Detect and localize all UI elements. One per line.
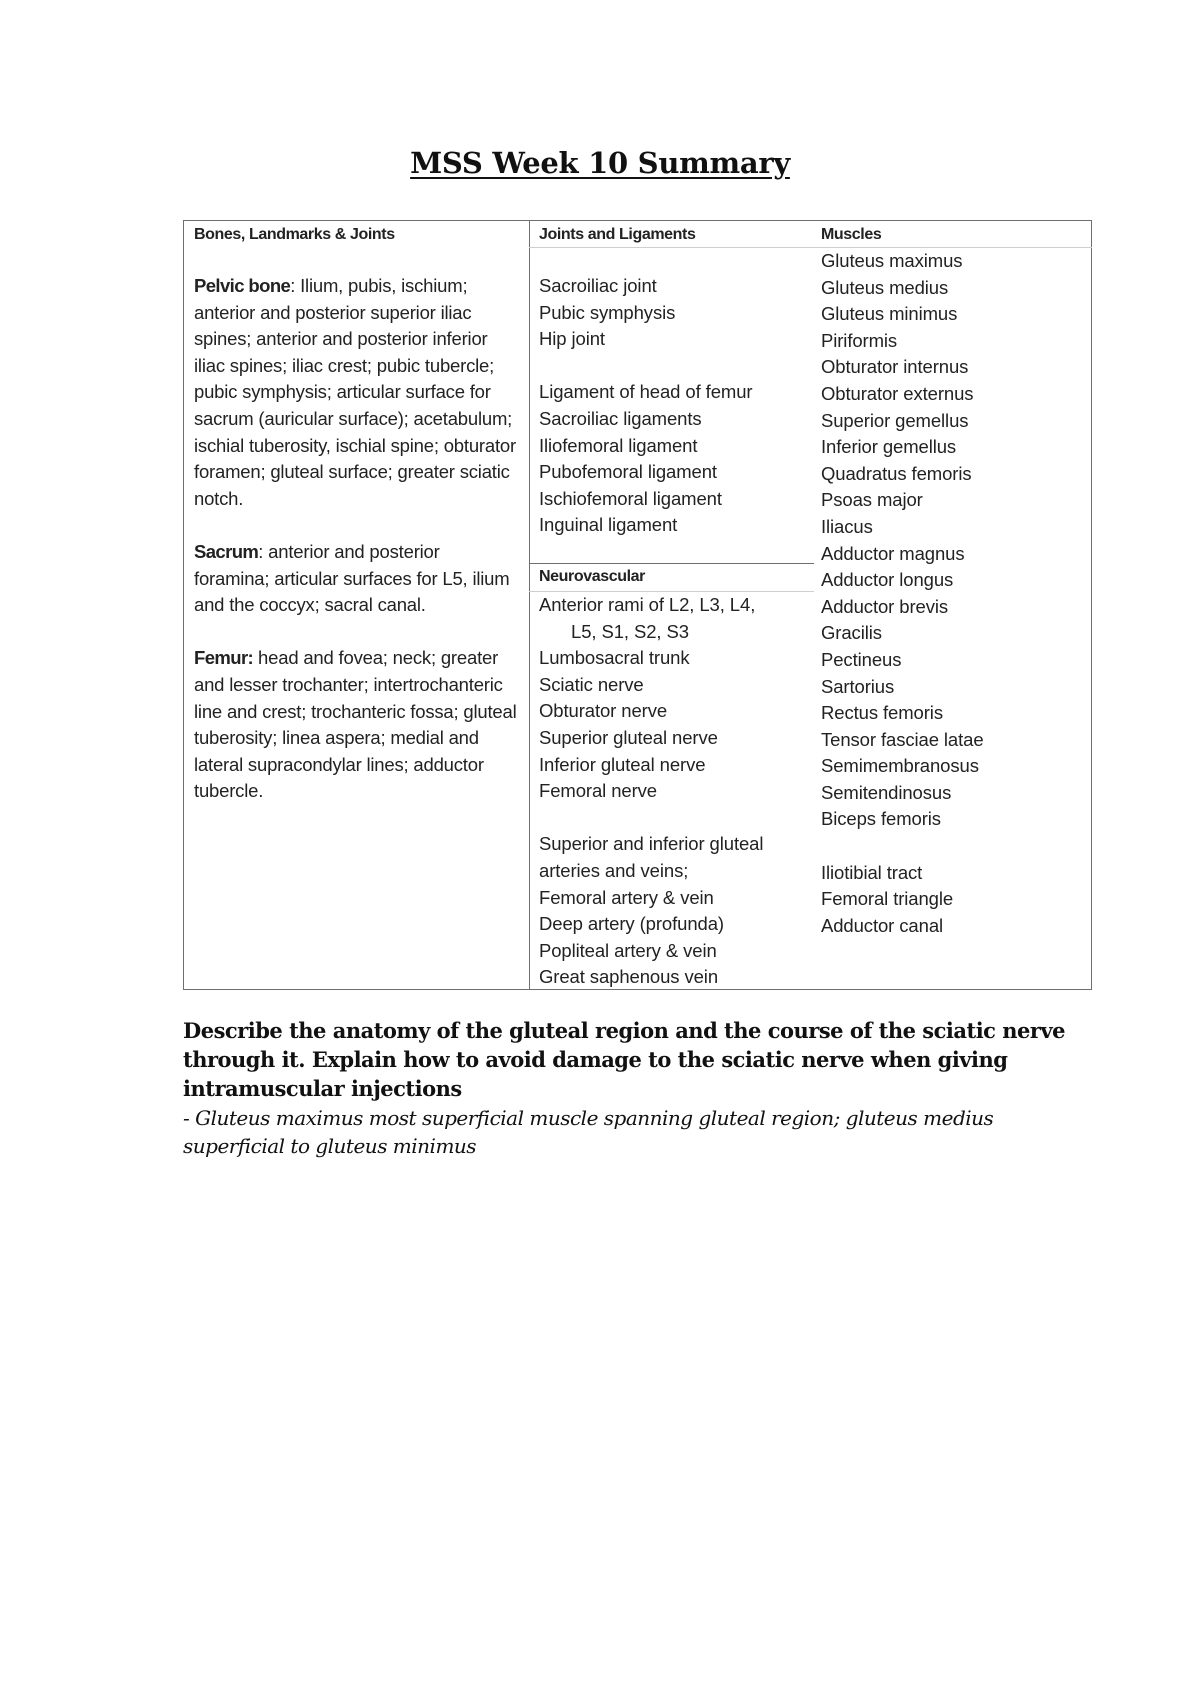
list-item: Great saphenous vein — [539, 966, 719, 988]
list-item: Inferior gemellus — [821, 436, 957, 458]
joints-ligaments-column — [539, 273, 809, 539]
pelvic-bone-paragraph — [194, 273, 519, 512]
list-item: Semimembranosus — [821, 755, 979, 777]
muscles-list — [821, 248, 1091, 833]
vessels-list — [539, 831, 809, 991]
list-item: Tensor fasciae latae — [821, 728, 984, 750]
list-item: Superior gemellus — [821, 409, 969, 431]
nerves-list — [539, 592, 809, 805]
list-item: Gluteus medius — [821, 276, 949, 298]
answer-text: - Gluteus maximus most superficial muscle spanning gluteal region; gluteus medius superficial to gluteus minimus — [183, 1106, 994, 1158]
page-title: MSS Week 10 Summary — [410, 146, 790, 180]
list-item: Pubic symphysis — [539, 301, 676, 323]
summary-table — [183, 220, 1092, 990]
list-item: Adductor magnus — [821, 542, 965, 564]
neurovascular-column — [539, 592, 809, 991]
list-item: Rectus femoris — [821, 702, 943, 724]
bones-column — [194, 273, 519, 831]
list-item: Obturator externus — [821, 382, 974, 404]
list-item: Sacroiliac ligaments — [539, 407, 702, 429]
list-item: Superior and inferior gluteal — [539, 833, 764, 855]
ligaments-list — [539, 379, 809, 539]
femur-paragraph — [194, 645, 519, 805]
list-item: Semitendinosus — [821, 781, 952, 803]
list-item: Ligament of head of femur — [539, 381, 753, 403]
header-joints-ligaments: Joints and Ligaments — [539, 226, 696, 243]
list-item: Psoas major — [821, 489, 923, 511]
femur-label: Femur: — [194, 647, 254, 669]
header-neurovascular: Neurovascular — [539, 568, 645, 585]
list-item: Superior gluteal nerve — [539, 726, 718, 748]
list-item: Popliteal artery & vein — [539, 939, 717, 961]
list-item: Iliofemoral ligament — [539, 434, 698, 456]
list-item: Adductor canal — [821, 914, 944, 936]
list-item: Femoral triangle — [821, 888, 954, 910]
list-item: Ischiofemoral ligament — [539, 487, 722, 509]
regions-list — [821, 860, 1091, 940]
femur-text: head and fovea; neck; greater and lesser trochanter; intertrochanteric line and crest; trochanteric fossa; gluteal tuberosity; linea aspera; medial and lateral supracondylar lines; adductor tubercle. — [194, 647, 517, 802]
list-item: Iliacus — [821, 515, 873, 537]
list-item: arteries and veins; — [539, 859, 689, 881]
list-item: Pectineus — [821, 648, 902, 670]
list-item: Hip joint — [539, 328, 605, 350]
joints-list — [539, 273, 809, 353]
list-item: Sartorius — [821, 675, 895, 697]
question-heading: Describe the anatomy of the gluteal region and the course of the sciatic nerve through it. Explain how to avoid damage to the sciatic nerve when giving intramuscular injections — [183, 1018, 1066, 1101]
list-item: Gluteus minimus — [821, 303, 958, 325]
muscles-column — [821, 248, 1091, 939]
list-item: Inferior gluteal nerve — [539, 753, 706, 775]
column-divider-1 — [529, 221, 530, 989]
list-item: Adductor longus — [821, 569, 954, 591]
list-item: Obturator nerve — [539, 700, 668, 722]
list-item: Iliotibial tract — [821, 861, 923, 883]
list-item: Lumbosacral trunk — [539, 647, 690, 669]
sacrum-label: Sacrum — [194, 540, 259, 562]
list-item: Anterior rami of L2, L3, L4, — [539, 594, 756, 615]
list-item: Femoral nerve — [539, 780, 657, 802]
list-item: Deep artery (profunda) — [539, 913, 724, 935]
list-item: Adductor brevis — [821, 595, 949, 617]
list-item: Gracilis — [821, 622, 882, 644]
list-item: Sacroiliac joint — [539, 275, 657, 296]
list-item: Femoral artery & vein — [539, 886, 714, 908]
list-item: Gluteus maximus — [821, 250, 963, 271]
header-bones-landmarks-joints: Bones, Landmarks & Joints — [194, 226, 395, 243]
list-item: Piriformis — [821, 329, 898, 351]
list-item: Quadratus femoris — [821, 462, 972, 484]
list-item: Pubofemoral ligament — [539, 461, 717, 483]
list-item: Inguinal ligament — [539, 514, 678, 536]
list-item: Obturator internus — [821, 356, 969, 378]
pelvic-bone-label: Pelvic bone — [194, 275, 291, 296]
list-item: Biceps femoris — [821, 808, 941, 830]
sacrum-paragraph — [194, 539, 519, 619]
pelvic-bone-text: : Ilium, pubis, ischium; anterior and posterior superior iliac spines; anterior and posterior inferior iliac spines; iliac crest; pubic tubercle; pubic symphysis; articular surface for sacrum (auricular surface); acetabulum; ischial tuberosity, ischial spine; obturator foramen; gluteal surface; greater sciatic notch. — [194, 275, 516, 509]
list-item: L5, S1, S2, S3 — [571, 620, 689, 642]
list-item: Sciatic nerve — [539, 673, 644, 695]
sacrum-text: : anterior and posterior foramina; articular surfaces for L5, ilium and the coccyx; sacral canal. — [194, 540, 510, 616]
header-muscles: Muscles — [821, 226, 882, 243]
